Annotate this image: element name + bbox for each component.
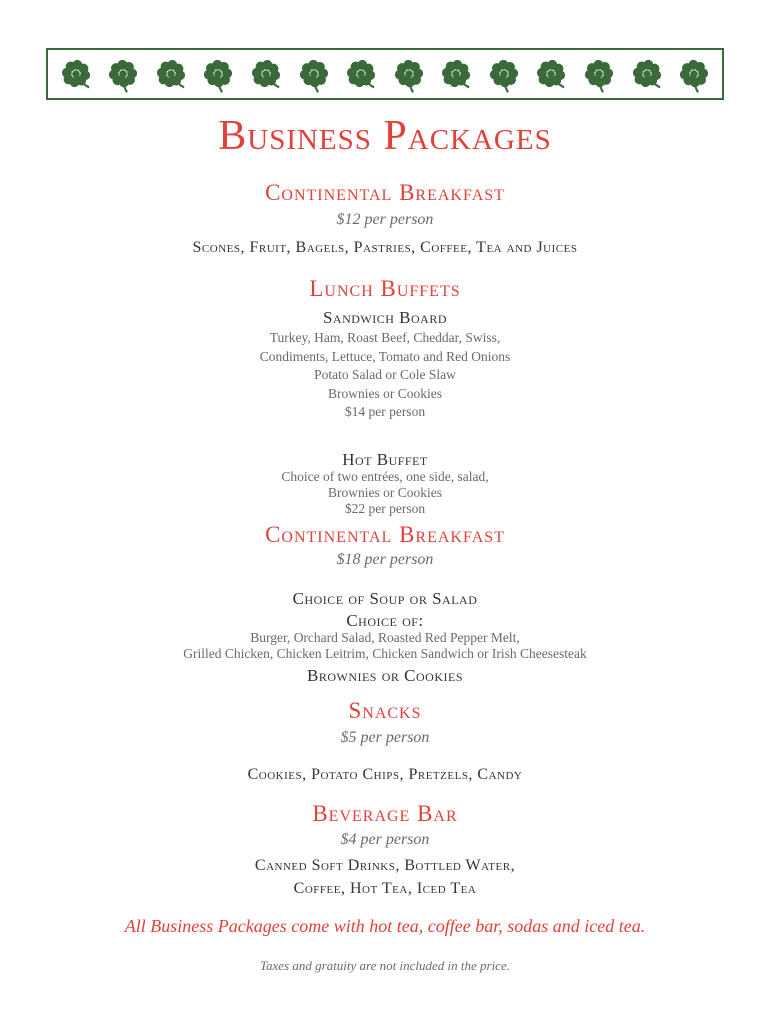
shamrock-icon (295, 55, 333, 93)
shamrock-icon (532, 55, 570, 93)
shamrock-icon (628, 55, 666, 93)
beverage-bar-line-2: Coffee, Hot Tea, Iced Tea (293, 880, 477, 897)
beverage-bar-price: $4 per person (340, 831, 430, 848)
shamrock-icon (580, 55, 618, 93)
choice-of-heading: Choice of: (346, 611, 424, 630)
shamrock-icon (199, 55, 237, 93)
detail-line: $22 per person (344, 501, 426, 516)
continental-breakfast-items: Scones, Fruit, Bagels, Pastries, Coffee, Tea and Juices (192, 239, 578, 256)
shamrock-icon (390, 55, 428, 93)
detail-line: Turkey, Ham, Roast Beef, Cheddar, Swiss, (269, 330, 501, 345)
detail-line: $14 per person (344, 404, 426, 419)
beverage-bar-title: Beverage Bar (312, 801, 458, 826)
soup-or-salad: Choice of Soup or Salad (292, 589, 478, 608)
entree-options (0, 630, 770, 662)
shamrock-icon (437, 55, 475, 93)
snacks-price: $5 per person (340, 729, 430, 746)
detail-line: Brownies or Cookies (328, 385, 442, 401)
shamrock-icon (675, 55, 713, 93)
continental-breakfast-2-price: $18 per person (336, 551, 434, 568)
detail-line: Burger, Orchard Salad, Roasted Red Pepper Melt, (250, 630, 520, 645)
detail-line: Potato Salad or Cole Slaw (314, 367, 456, 382)
shamrock-icon (247, 55, 285, 93)
tax-disclaimer: Taxes and gratuity are not included in the price. (260, 958, 510, 973)
snacks-title: Snacks (348, 698, 422, 723)
hot-buffet-details (0, 469, 770, 517)
page-title: Business Packages (218, 113, 552, 159)
hot-buffet-title: Hot Buffet (342, 450, 428, 469)
detail-line: Condiments, Lettuce, Tomato and Red Onions (259, 348, 511, 364)
shamrock-icon (57, 55, 95, 93)
beverage-bar-line-1: Canned Soft Drinks, Bottled Water, (254, 857, 516, 874)
detail-line: Grilled Chicken, Chicken Leitrim, Chicken Sandwich or Irish Cheesesteak (183, 646, 587, 661)
shamrock-icon (152, 55, 190, 93)
snacks-items: Cookies, Potato Chips, Pretzels, Candy (247, 766, 523, 783)
shamrock-icon (342, 55, 380, 93)
continental-breakfast-price: $12 per person (336, 211, 434, 228)
packages-note: All Business Packages come with hot tea, coffee bar, sodas and iced tea. (124, 916, 646, 936)
shamrock-icon (485, 55, 523, 93)
dessert-choice: Brownies or Cookies (306, 666, 463, 685)
shamrock-icon (104, 55, 142, 93)
detail-line: Brownies or Cookies (328, 485, 442, 500)
sandwich-board-title: Sandwich Board (322, 308, 448, 327)
detail-line: Choice of two entrées, one side, salad, (281, 469, 489, 484)
shamrock-banner (46, 48, 724, 100)
continental-breakfast-title: Continental Breakfast (265, 180, 505, 205)
lunch-buffets-title: Lunch Buffets (309, 276, 461, 301)
continental-breakfast-2-title: Continental Breakfast (265, 522, 505, 547)
sandwich-board-details (0, 329, 770, 422)
